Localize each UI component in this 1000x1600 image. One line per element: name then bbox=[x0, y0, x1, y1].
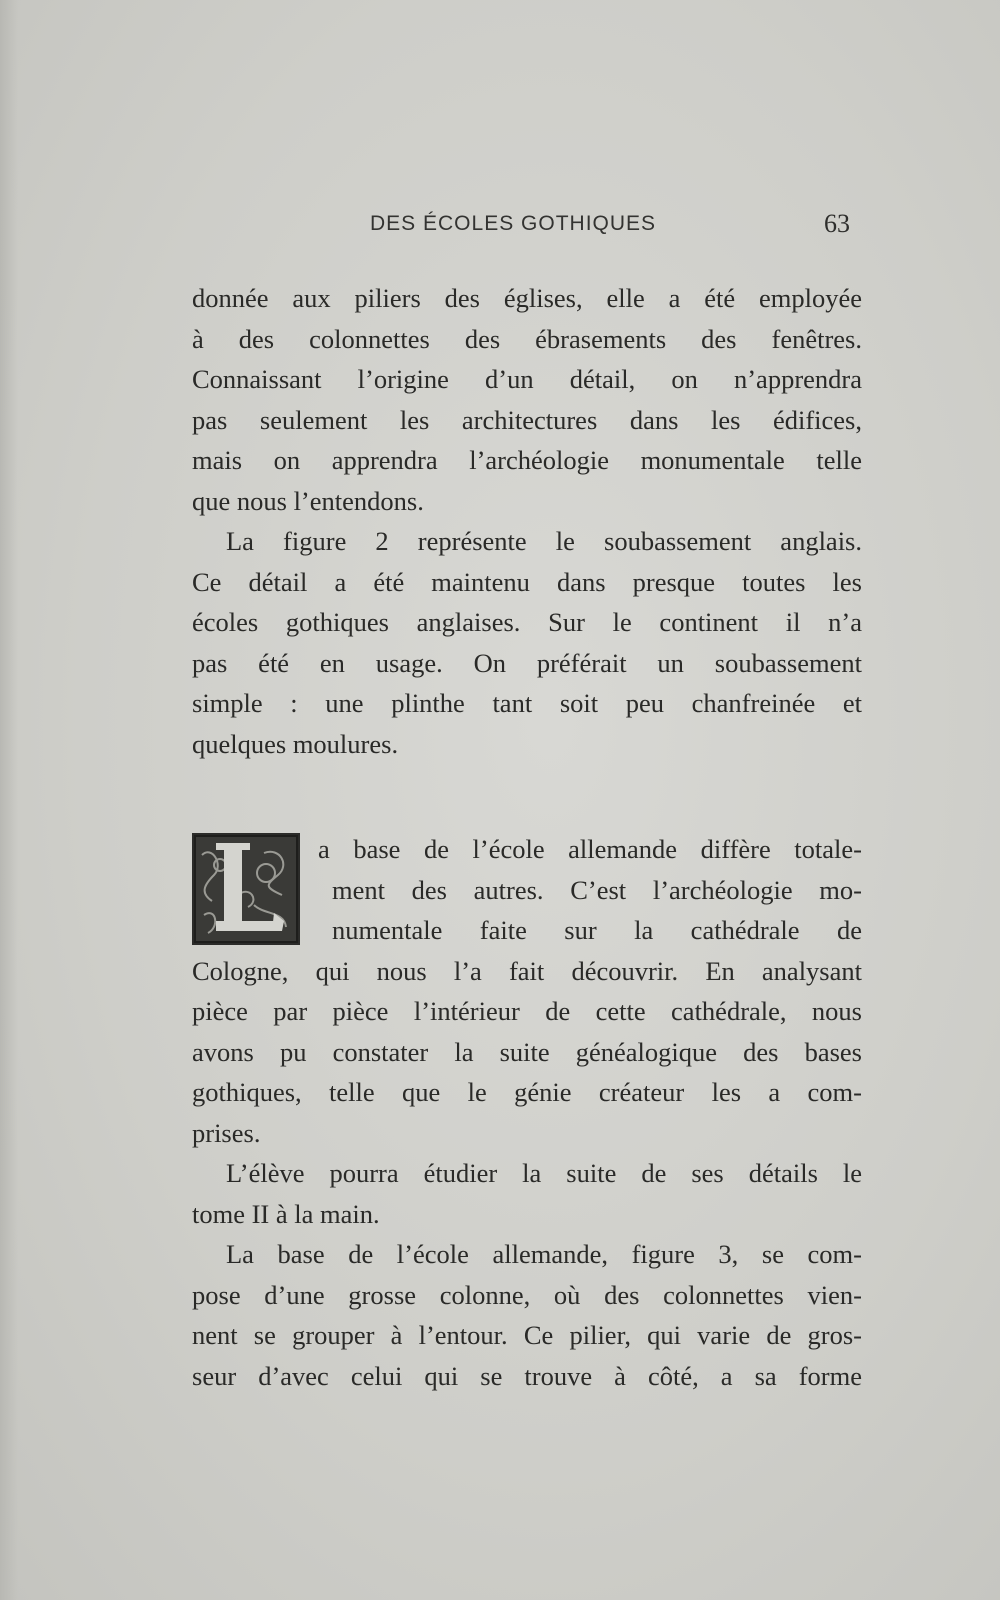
text-line: écoles gothiques anglaises. Sur le continent il n’a bbox=[192, 607, 862, 637]
paragraph-2 bbox=[192, 521, 862, 764]
text-line: La figure 2 représente le soubassement anglais. bbox=[226, 526, 862, 556]
text-line: gothiques, telle que le génie créateur les a com- bbox=[192, 1077, 862, 1107]
text-line: prises. bbox=[192, 1117, 261, 1148]
paragraph-1 bbox=[192, 278, 862, 521]
paragraph-4 bbox=[192, 1153, 862, 1234]
text-line: L’élève pourra étudier la suite de ses détails le bbox=[226, 1158, 862, 1188]
paragraph-5 bbox=[192, 1234, 862, 1396]
text-line: pas seulement les architectures dans les édifices, bbox=[192, 404, 862, 435]
page-number: 63 bbox=[824, 209, 850, 238]
section-gap bbox=[192, 764, 862, 829]
text-line: pose d’une grosse colonne, où des colonnettes vien- bbox=[192, 1279, 862, 1310]
text-line: à des colonnettes des ébrasements des fenêtres. bbox=[192, 323, 862, 354]
text-line: simple : une plinthe tant soit peu chanfreinée et bbox=[192, 688, 862, 718]
text-line: mais on apprendra l’archéologie monumentale telle bbox=[192, 445, 862, 475]
body-text bbox=[192, 278, 862, 1396]
text-line: pas été en usage. On préférait un soubassement bbox=[192, 647, 862, 678]
text-line: seur d’avec celui qui se trouve à côté, a sa forme bbox=[192, 1360, 862, 1391]
text-line: La base de l’école allemande, figure 3, se com- bbox=[226, 1239, 862, 1269]
text-line: Cologne, qui nous l’a fait découvrir. En analysant bbox=[192, 955, 862, 986]
text-line: quelques moulures. bbox=[192, 728, 399, 759]
text-line: nent se grouper à l’entour. Ce pilier, qui varie de gros- bbox=[192, 1320, 862, 1350]
running-head bbox=[192, 209, 850, 242]
text-line: Ce détail a été maintenu dans presque toutes les bbox=[192, 566, 862, 597]
text-line: tome II à la main. bbox=[192, 1198, 380, 1229]
text-line: Connaissant l’origine d’un détail, on n’apprendra bbox=[192, 364, 862, 394]
running-title: DES ÉCOLES GOTHIQUES bbox=[370, 212, 657, 235]
text-line: pièce par pièce l’intérieur de cette cathédrale, nous bbox=[192, 996, 862, 1026]
page-edge-shadow bbox=[0, 0, 18, 1600]
text-line: numentale faite sur la cathédrale de bbox=[332, 915, 862, 945]
text-line: ment des autres. C’est l’archéologie mo- bbox=[332, 874, 862, 905]
text-line: donnée aux piliers des églises, elle a été employée bbox=[192, 283, 862, 313]
text-line: a base de l’école allemande diffère totale- bbox=[318, 834, 862, 864]
ornamental-initial-l bbox=[192, 833, 300, 945]
text-line: avons pu constater la suite généalogique des bases bbox=[192, 1036, 862, 1067]
paragraph-3 bbox=[192, 829, 862, 1153]
text-line: que nous l’entendons. bbox=[192, 485, 424, 516]
